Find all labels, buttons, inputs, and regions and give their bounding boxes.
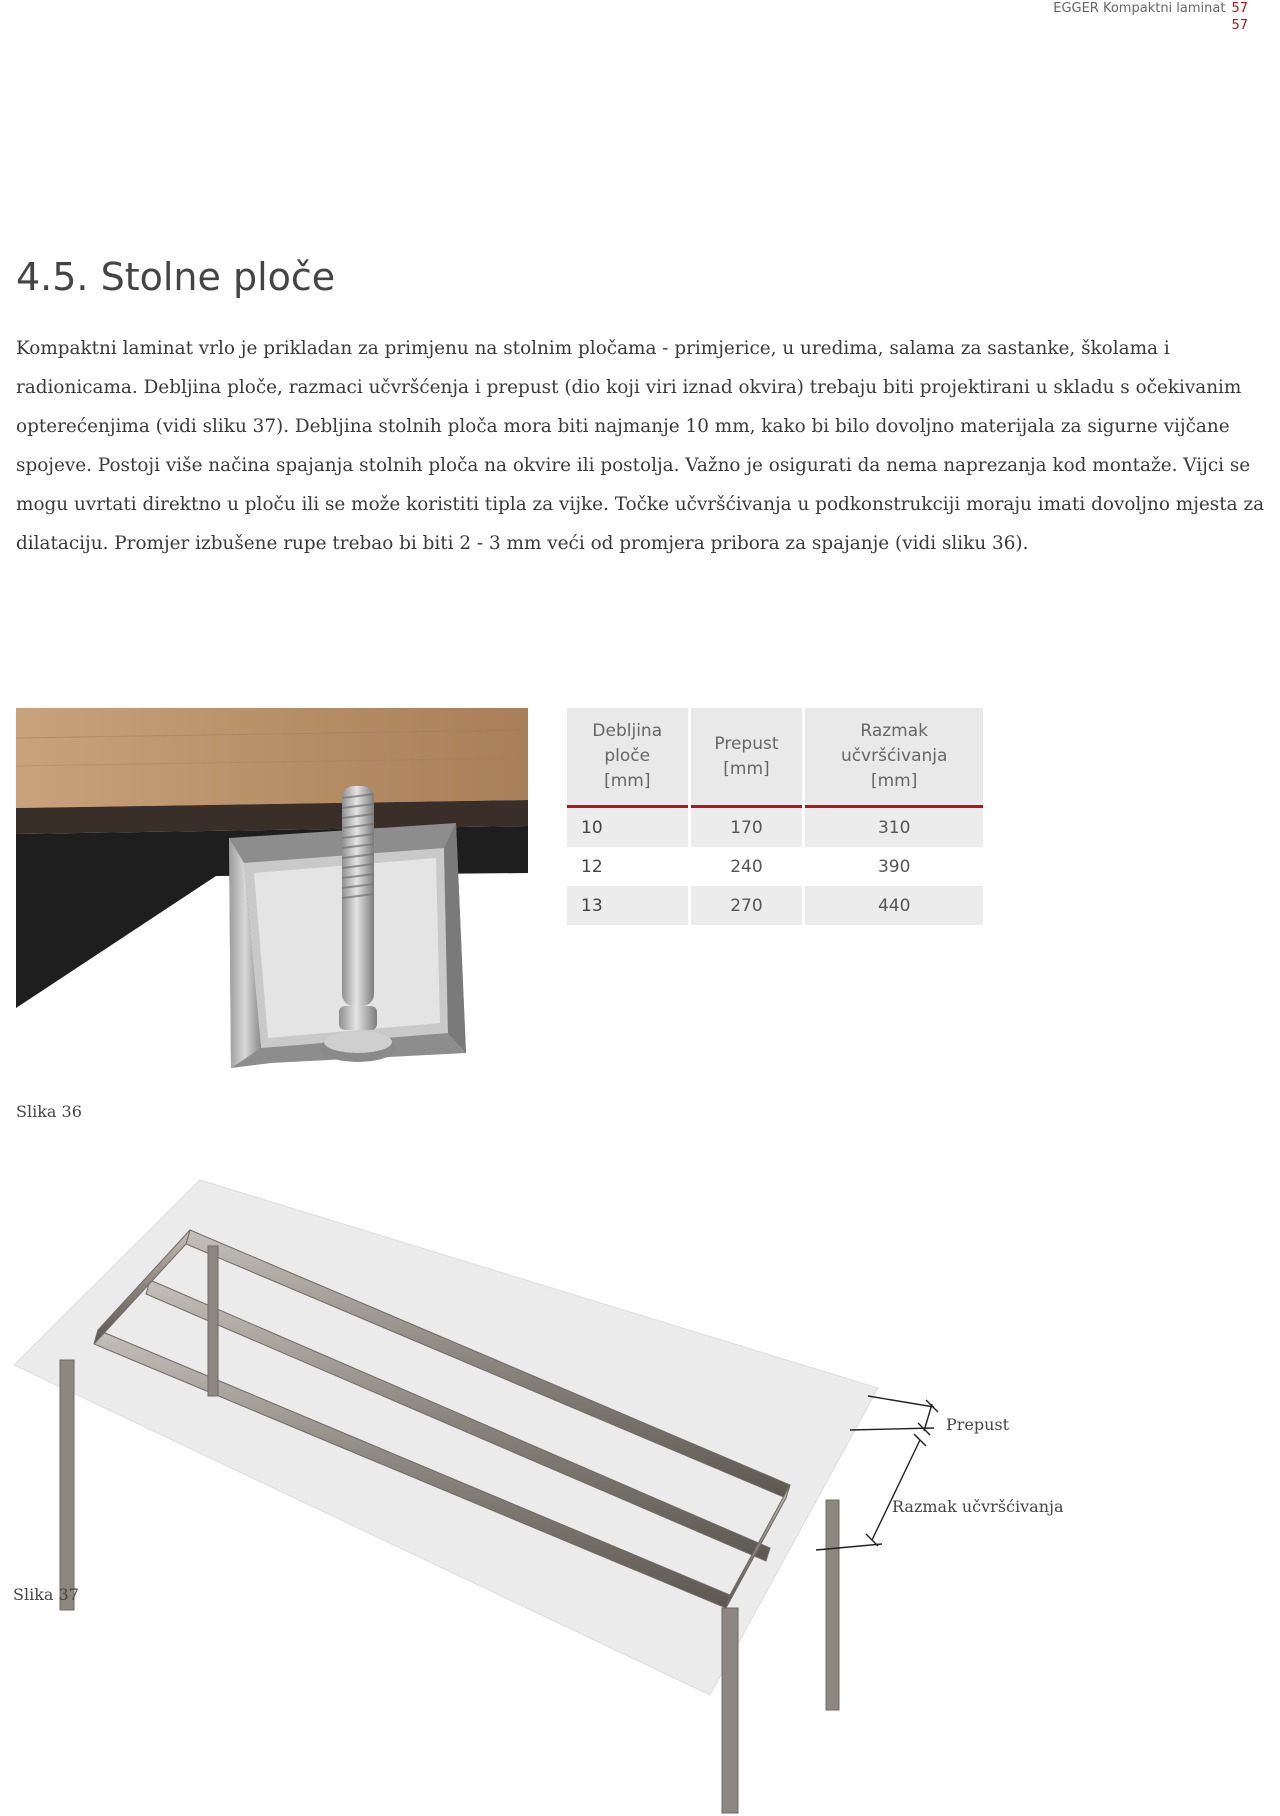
thickness-spec-table — [564, 708, 986, 925]
label-overhang: Prepust — [946, 1415, 1010, 1434]
cell-thickness: 13 — [567, 886, 688, 925]
section-title: 4.5. Stolne ploče — [16, 255, 336, 299]
table-row — [567, 847, 983, 886]
brand-name: EGGER Kompaktni laminat — [1053, 1, 1226, 16]
cell-overhang: 270 — [691, 886, 803, 925]
page-number-repeat: 57 — [1231, 18, 1248, 33]
cell-overhang: 240 — [730, 856, 763, 877]
cell-spacing: 310 — [805, 808, 983, 847]
label-spacing: Razmak učvršćivanja — [892, 1497, 1064, 1516]
figure-36-bolt-illustration — [16, 708, 528, 1088]
frame-leg — [60, 1360, 74, 1610]
header-overhang: Prepust [mm] — [691, 708, 803, 808]
cell-thickness: 12 — [581, 856, 603, 877]
header-thickness: Debljina ploče [mm] — [567, 708, 688, 808]
frame-leg — [722, 1608, 738, 1813]
header-spacing: Razmak učvršćivanja [mm] — [805, 708, 983, 808]
figure-37-caption: Slika 37 — [13, 1585, 79, 1604]
cell-spacing: 390 — [877, 856, 911, 877]
frame-leg — [208, 1246, 218, 1396]
table-row — [567, 808, 983, 847]
tabletop-wood-surface — [16, 708, 528, 808]
page-header — [1053, 0, 1248, 34]
figure-36-caption: Slika 36 — [16, 1102, 82, 1121]
figure-37-frame-illustration — [10, 1150, 1070, 1816]
cell-overhang: 170 — [691, 808, 803, 847]
table-row — [567, 886, 983, 925]
frame-leg — [826, 1500, 839, 1710]
section-body: Kompaktni laminat vrlo je prikladan za primjenu na stolnim pločama - primjerice, u uredima, salama za sastanke, školama i radionicama. Debljina ploče, razmaci učvršćenja i prepust (dio koji viri iznad okvira) trebaju biti projektirani u skladu s očekivanim opterećenjima (vidi sliku 37). Debljina stolnih ploča mora biti najmanje 10 mm, kako bi bilo dovoljno materijala za sigurne vijčane spojeve. Postoji više načina spajanja stolnih ploča na okvire ili postolja. Važno je osigurati da nema naprezanja kod montaže. Vijci se mogu uvrtati direktno u ploču ili se može koristiti tipla za vijke. Točke učvršćivanja u podkonstrukciji moraju imati dovoljno mjesta za dilataciju. Promjer izbušene rupe trebao bi biti 2 - 3 mm veći od promjera pribora za spajanje (vidi sliku 36). — [16, 338, 1265, 554]
cell-thickness: 10 — [567, 808, 688, 847]
page-number: 57 — [1231, 1, 1248, 16]
cell-spacing: 440 — [805, 886, 983, 925]
transparent-tabletop — [14, 1180, 878, 1695]
